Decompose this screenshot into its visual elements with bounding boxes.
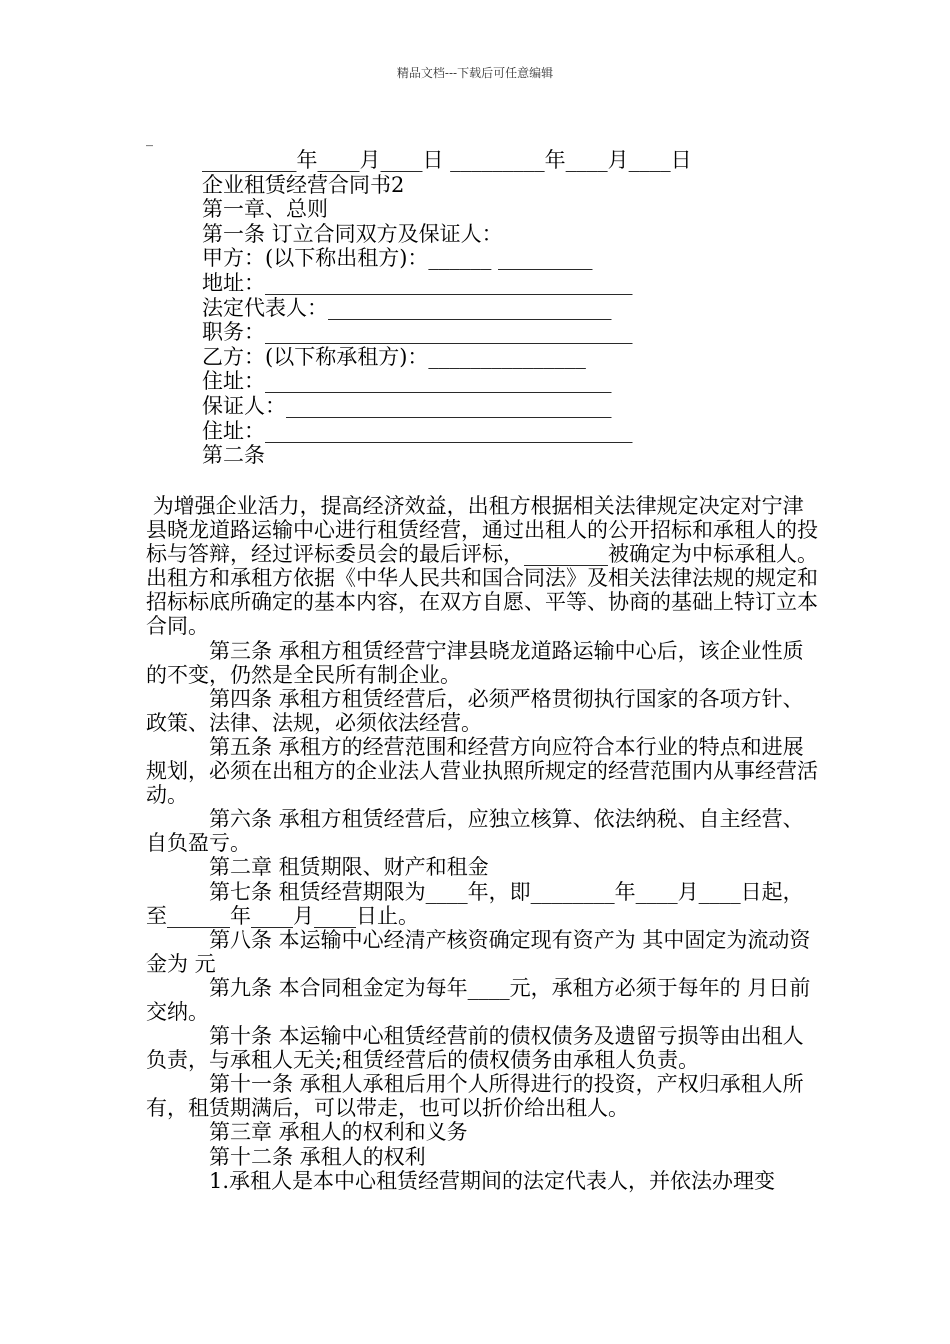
chapter-heading: 第一章、总则 <box>202 197 328 222</box>
legal-representative-field: 法定代表人：___________________________ <box>202 295 612 320</box>
body-paragraph: 第八条 本运输中心经清产核资确定现有资产为 其中固定为流动资金为 元 <box>146 927 811 976</box>
body-paragraph: 第四条 承租方租赁经营后，必须严格贯彻执行国家的各项方针、政策、法律、法规，必须依法经营。 <box>146 686 804 735</box>
guarantor-field: 保证人：_______________________________ <box>202 393 612 418</box>
party-a-field: 甲方：(以下称出租方)：______ _________ <box>202 246 593 271</box>
chapter-heading: 第三章 承租人的权利和义务 <box>146 1120 468 1145</box>
body-paragraph: 第十一条 承租人承租后用个人所得进行的投资，产权归承租人所有，租赁期满后，可以带走，也可以折价给出租人。 <box>146 1072 804 1121</box>
body-paragraph: 第六条 承租方租赁经营后，应独立核算、依法纳税、自主经营、自负盈亏。 <box>146 807 804 856</box>
dash-mark: _ <box>146 131 153 147</box>
page-header: 精品文档---下载后可任意编辑 <box>396 66 554 80</box>
article-heading: 第二条 <box>202 443 265 468</box>
date-line: _________年____月____日 _________年____月____日 <box>202 148 692 172</box>
body-paragraph: 第七条 租赁经营期限为____年，即________年____月____日起，至______年____月____日止。 <box>146 879 804 928</box>
article-heading: 第十二条 承租人的权利 <box>146 1144 426 1169</box>
party-b-field: 乙方：(以下称承租方)：_______________ <box>202 344 586 369</box>
chapter-heading: 第二章 租赁期限、财产和租金 <box>146 855 489 880</box>
contract-header-block <box>202 148 842 468</box>
residence-field: 住址：_________________________________ <box>202 369 612 394</box>
body-paragraph: 第三条 承租方租赁经营宁津县晓龙道路运输中心后，该企业性质的不变，仍然是全民所有制企业。 <box>146 638 804 687</box>
body-paragraph: 第五条 承租方的经营范围和经营方向应符合本行业的特点和进展规划，必须在出租方的企业法人营业执照所规定的经营范围内从事经营活动。 <box>146 734 818 808</box>
address-field: 地址：___________________________________ <box>202 270 633 295</box>
body-paragraph: 1.承租人是本中心租赁经营期间的法定代表人，并依法办理变 <box>146 1168 776 1193</box>
guarantor-residence-field: 住址：___________________________________ <box>202 418 633 443</box>
body-paragraph: 为增强企业活力，提高经济效益，出租方根据相关法律规定决定对宁津县晓龙道路运输中心进行租赁经营，通过出租人的公开招标和承租人的投标与答辩，经过评标委员会的最后评标，________被确定为中标承租人。出租方和承租方依据《中华人民共和国合同法》及相关法律法规的规定和招标标底所确定的基本内容，在双方自愿、平等、协商的基础上特订立本合同。 <box>146 494 818 639</box>
article-heading: 第一条 订立合同双方及保证人： <box>202 221 503 246</box>
contract-title: 企业租赁经营合同书2 <box>202 172 405 197</box>
position-field: 职务：___________________________________ <box>202 320 633 345</box>
contract-body <box>146 494 822 1193</box>
body-paragraph: 第十条 本运输中心租赁经营前的债权债务及遗留亏损等由出租人负责，与承租人无关;租赁经营后的债权债务由承租人负责。 <box>146 1024 804 1073</box>
body-paragraph: 第九条 本合同租金定为每年____元，承租方必须于每年的 月日前交纳。 <box>146 975 811 1024</box>
